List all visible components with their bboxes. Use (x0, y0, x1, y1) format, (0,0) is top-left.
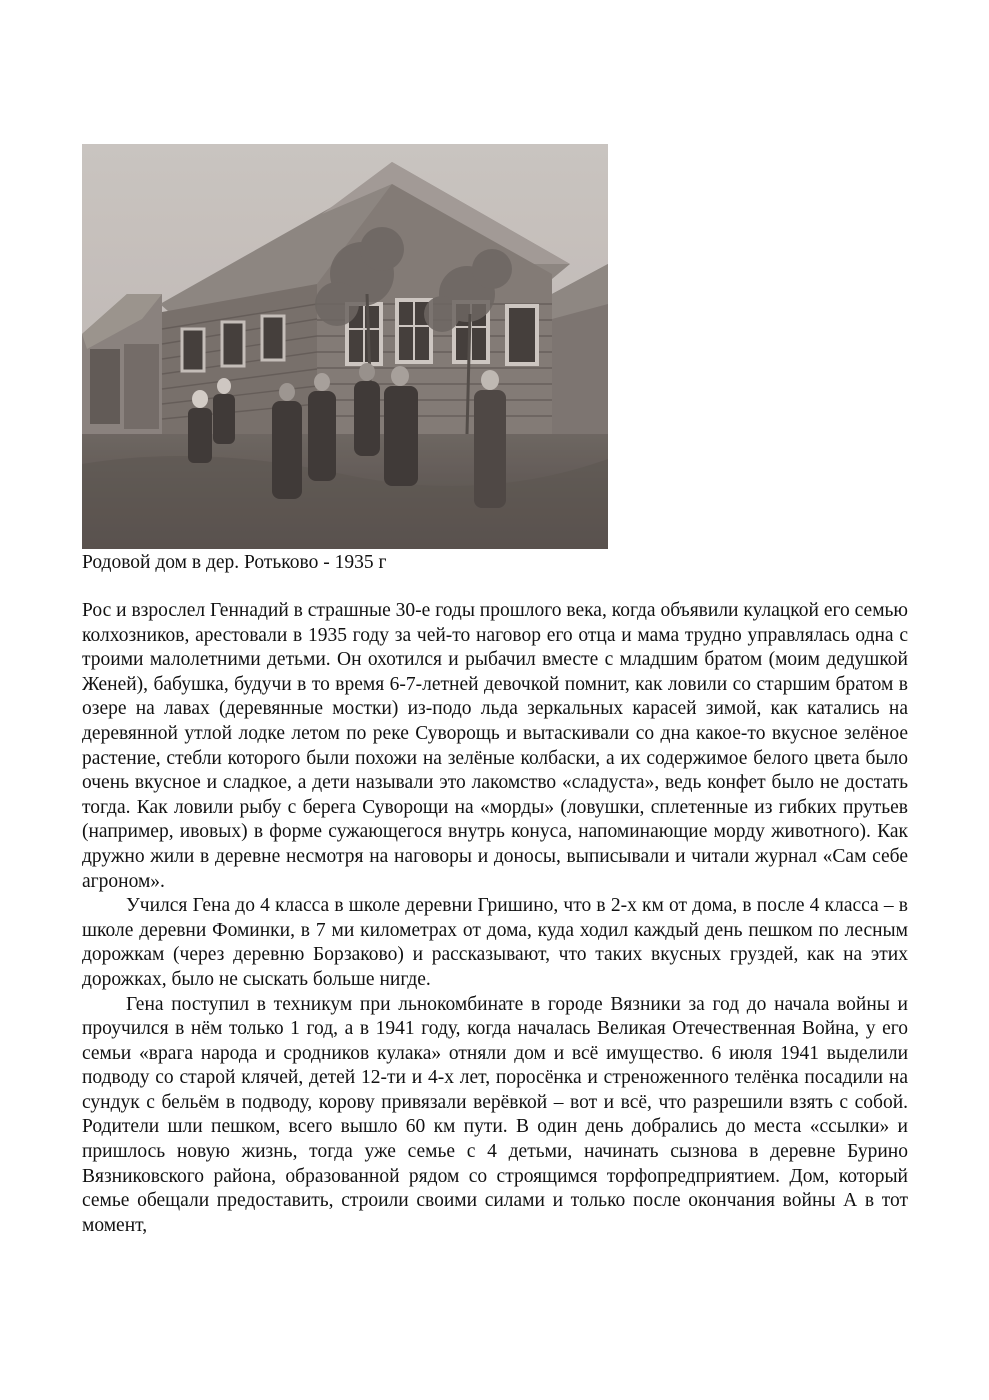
body-text (82, 599, 908, 1238)
paragraph-war: Гена поступил в техникум при льнокомбинате в городе Вязники за год до начала войны и проучился в нём только 1 год, а в 1941 году, когда началась Великая Отечественная Война, у его семьи «врага народа и сродников кулака» отняли дом и всё имущество. 6 июля 1941 выделили подводу со старой клячей, детей 12-ти и 4-х лет, поросёнка и стреноженного телёнка посадили на сундук с бельём в подводу, корову привязали верёвкой – вот и всё, что разрешили взять с собой. Родители шли пешком, всего вышло 60 км пути. В один день добрались до места «ссылки» и пришлось новую жизнь, тогда уже семье с 4 детьми, начинать сызнова в деревне Бурино Вязниковского района, образованной рядом со строящимся торфопредприятием. Дом, который семье обещали предоставить, строили своими силами и только после окончания войны А в тот момент, (82, 993, 908, 1236)
paragraph-childhood: Рос и взрослел Геннадий в страшные 30-е годы прошлого века, когда объявили кулацкой его семью колхозников, арестовали в 1935 году за чей-то наговор его отца и мама трудно управлялась одна с троими малолетними детьми. Он охотился и рыбачил вместе с младшим братом (моим дедушкой Женей), бабушка, будучи в то время 6-7-летней девочкой помнит, как ловили со старшим братом в озере на лавах (деревянные мостки) из-подо льда зеркальных карасей зимой, как катались на деревянной утлой лодке летом по реке Суворощь и вытаскивали со дна какое-то вкусное зелёное растение, стебли которого были похожи на зелёные колбаски, а их содержимое белого цвета было очень вкусное и сладкое, а дети называли это лакомство «сладуста», ведь конфет было не достать тогда. Как ловили рыбу с берега Суворощи на «морды» (ловушки, сплетенные из гибких прутьев (например, ивовых) в форме сужающегося внутрь конуса, напоминающие морду животного). Как дружно жили в деревне несмотря на наговоры и доносы, выписывали и читали журнал «Сам себе агроном». (82, 600, 908, 892)
paragraph-school: Учился Гена до 4 класса в школе деревни Гришино, что в 2-х км от дома, в после 4 класса – в школе деревни Фоминки, в 7 ми километрах от дома, куда ходил каждый день пешком по лесным дорожкам (через деревню Борзаково) и рассказывают, что таких вкусных груздей, как на этих дорожках, было не сыскать больше нигде. (82, 895, 908, 990)
house-photo (82, 144, 608, 549)
photo-caption: Родовой дом в дер. Ротьково - 1935 г (82, 552, 387, 573)
